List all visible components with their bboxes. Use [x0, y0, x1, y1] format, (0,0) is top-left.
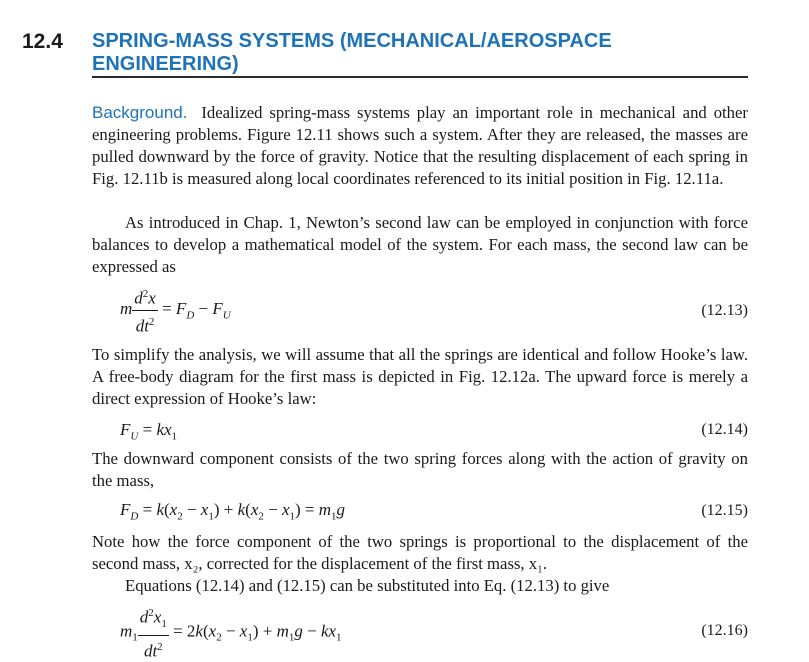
paragraph-hooke: To simplify the analysis, we will assume that all the springs are identical and follow Hooke’s law. A free-body diagram for the first mass is depicted in Fig. 12.12a. The upward force is merely a direct expression of Hooke’s law:: [92, 345, 748, 408]
section-title: SPRING-MASS SYSTEMS (MECHANICAL/AEROSPACE ENGINEERING): [92, 30, 612, 75]
background-lead: Background.: [92, 103, 188, 122]
equation-12-13: m $\frac{d^2x}{dt^2}$ = $F_D - F_U$: [120, 284, 231, 336]
equation-12-16: $m_1$ $\frac{d^2x_1}{dt^2}$ = $2k(x_2 - x_1) + m_1g - kx_1$: [120, 603, 342, 662]
equation-number-12-14: (12.14): [701, 421, 748, 438]
equation-12-15: $F_D = k(x_2 - x_1) + k(x_2 - x_1) = m_1g$: [120, 500, 346, 523]
paragraph-downward: The downward component consists of the two spring forces along with the action of gravity on the mass,: [92, 449, 748, 490]
paragraph-note: Note how the force component of the two springs is proportional to the displacement of the second mass, x₂, corrected for the displacement of the first mass, x₁.: [92, 532, 748, 573]
background-text: Idealized spring-mass systems play an important role in mechanical and other engineering problems. Figure 12.11 shows such a system. After they are released, the masses are pulled downward by the force of gravity. Notice that the resulting displacement of each spring in Fig. 12.11b is measured along local coordinates referenced to its initial position in Fig. 12.11a.: [92, 103, 748, 188]
equation-number-12-13: (12.13): [701, 302, 748, 319]
title-rule: [92, 76, 748, 78]
equation-12-14: $F_U = kx_1$: [120, 420, 178, 443]
paragraph-background: [92, 102, 748, 190]
equation-number-12-16: (12.16): [701, 622, 748, 639]
paragraph-substitute: Equations (12.14) and (12.15) can be substituted into Eq. (12.13) to give: [125, 576, 610, 595]
paragraph-newton: As introduced in Chap. 1, Newton’s second law can be employed in conjunction with force balances to develop a mathematical model of the system. For each mass, the second law can be expressed as: [92, 213, 748, 276]
section-number: 12.4: [22, 30, 63, 53]
equation-number-12-15: (12.15): [701, 502, 748, 519]
